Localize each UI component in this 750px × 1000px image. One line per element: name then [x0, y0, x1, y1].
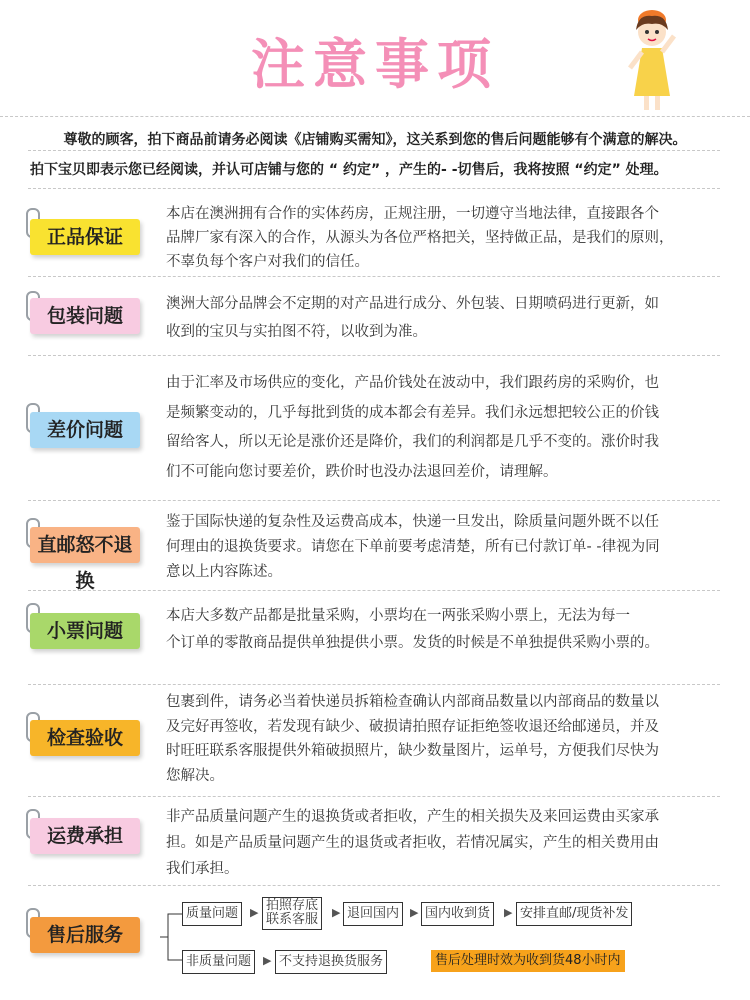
section-text-price: 由于汇率及市场供应的变化，产品价钱处在波动中，我们跟药房的采购价，也 是频繁变动的，几乎每批到货的成本都会有差异。我们永远想把较公正的价钱 留给客人，所以无论是涨价还是降价，我们的利润都是几乎不变的。涨价时我 们不可能向您讨要差价，跌价时也没办法退回差价，请理解。	[166, 375, 659, 480]
divider	[0, 116, 750, 117]
page-title: 注意事项	[251, 33, 499, 96]
flow-arrange-shipping: 安排直邮/现货补发	[516, 902, 632, 926]
section-text-inspect: 包裹到件，请务必当着快递员拆箱检查确认内部商品数量以内部商品的数量以 及完好再签收，若发现有缺少、破损请拍照存证拒绝签收退还给邮递员，并及 时旺旺联系客服提供外箱破损照片，缺少数量图片，运单号，方便我们尽快为 您解决。	[166, 694, 659, 784]
section-label-no-return: 直邮怒不退换	[30, 527, 140, 563]
section-label-shipping-cost: 运费承担	[30, 818, 140, 854]
arrow-icon: ▶	[263, 954, 272, 967]
arrow-icon: ▶	[410, 906, 419, 919]
divider	[28, 276, 720, 277]
intro-line-2: 拍下宝贝即表示您已经阅读，并认可店铺与您的 “ 约定” ，产生的- -切售后，我将按照 “约定” 处理。	[30, 162, 668, 178]
section-label-receipt: 小票问题	[30, 613, 140, 649]
flow-quality-issue: 质量问题	[182, 902, 242, 926]
divider	[28, 188, 720, 189]
divider	[28, 590, 720, 591]
section-text-receipt: 本店大多数产品都是批量采购，小票均在一两张采购小票上，无法为每一 个订单的零散商品提供单独提供小票。发货的时候是不单独提供采购小票的。	[166, 608, 659, 651]
intro-line-1: 尊敬的顾客，拍下商品前请务必阅读《店铺购买需知》，这关系到您的售后问题能够有个满意的解决。	[63, 132, 687, 148]
section-label-inspect: 检查验收	[30, 720, 140, 756]
section-text-no-return: 鉴于国际快递的复杂性及运费高成本，快递一旦发出，除质量问题外既不以任 何理由的退换货要求。请您在下单前要考虑清楚，所有已付款订单- -律视为同 意以上内容陈述。	[166, 514, 660, 580]
section-text-shipping-cost: 非产品质量问题产生的退换货或者拒收，产生的相关损失及来回运费由买家承 担。如是产品质量问题产生的退货或者拒收，若情况属实，产生的相关费用由 我们承担。	[166, 809, 659, 877]
divider	[28, 150, 720, 151]
divider	[28, 885, 720, 886]
section-label-genuine: 正品保证	[30, 219, 140, 255]
girl-illustration	[622, 6, 682, 112]
arrow-icon: ▶	[332, 906, 341, 919]
arrow-icon: ▶	[504, 906, 513, 919]
section-label-price: 差价问题	[30, 412, 140, 448]
section-label-packaging: 包装问题	[30, 298, 140, 334]
arrow-icon: ▶	[250, 906, 259, 919]
flow-return-domestic: 退回国内	[343, 902, 403, 926]
section-text-genuine: 本店在澳洲拥有合作的实体药房，正规注册，一切遵守当地法律，直接跟各个 品牌厂家有深入的合作，从源头为各位严格把关，坚持做正品，是我们的原则， 不辜负每个客户对我们的信任。	[166, 206, 674, 270]
divider	[28, 684, 720, 685]
flow-non-quality-issue: 非质量问题	[182, 950, 255, 974]
flow-domestic-received: 国内收到货	[421, 902, 494, 926]
section-text-packaging: 澳洲大部分品牌会不定期的对产品进行成分、外包装、日期喷码进行更新，如 收到的宝贝与实拍图不符，以收到为准。	[166, 296, 659, 340]
flow-photo-contact: 拍照存底 联系客服	[262, 897, 322, 930]
divider	[28, 500, 720, 501]
divider	[28, 355, 720, 356]
divider	[28, 796, 720, 797]
section-label-after-sales: 售后服务	[30, 917, 140, 953]
after-sales-time-note: 售后处理时效为收到货48小时内	[431, 950, 625, 972]
flow-no-return-service: 不支持退换货服务	[275, 950, 387, 974]
